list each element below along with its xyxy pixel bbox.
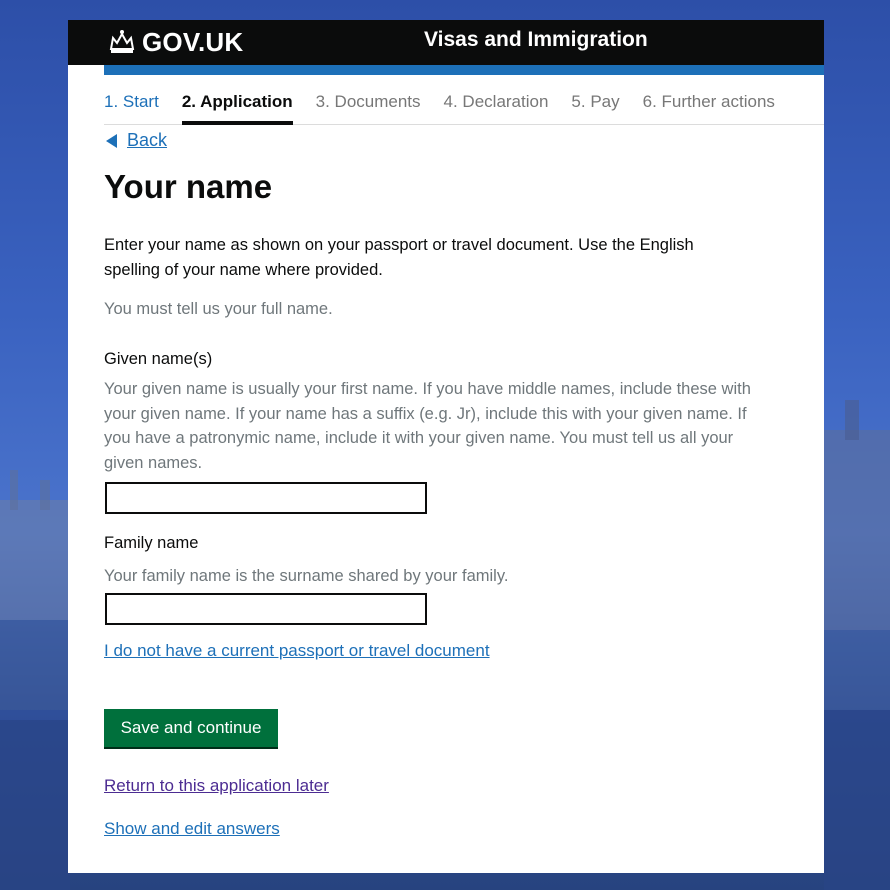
return-later-link[interactable]: Return to this application later [104,776,329,795]
step-navigation [104,92,824,125]
given-name-input[interactable] [105,482,427,514]
family-name-hint: Your family name is the surname shared by your family. [104,567,509,585]
step-documents: 3. Documents [315,92,421,111]
service-name[interactable]: Visas and Immigration [424,28,648,51]
back-arrow-icon[interactable] [106,134,117,148]
back-link-container[interactable] [106,130,167,151]
govuk-logo[interactable] [108,26,243,58]
family-name-input[interactable] [105,593,427,625]
given-name-label: Given name(s) [104,350,213,368]
no-passport-link[interactable]: I do not have a current passport or travel document [104,641,490,660]
step-start[interactable]: 1. Start [104,92,159,111]
application-panel [68,20,824,873]
family-name-label: Family name [104,534,199,552]
page-title: Your name [104,168,273,205]
must-tell-hint: You must tell us your full name. [104,300,333,318]
step-declaration: 4. Declaration [443,92,549,111]
step-pay: 5. Pay [571,92,620,111]
back-link[interactable]: Back [127,130,168,150]
intro-text: Enter your name as shown on your passport or travel document. Use the English spelling of your name where provided. [104,236,694,279]
crown-icon [108,29,136,55]
step-further-actions: 6. Further actions [642,92,775,111]
govuk-header [68,20,824,65]
logo-text: GOV.UK [142,26,244,57]
show-edit-answers-link[interactable]: Show and edit answers [104,819,280,838]
save-and-continue-button[interactable]: Save and continue [104,709,278,747]
header-blue-bar [104,65,824,75]
given-name-hint: Your given name is usually your first name. If you have middle names, include these with your given name. If your name has a suffix (e.g. Jr), include this with your given name. If you have a patronymic name, include it with your given name. You must tell us all your given names. [104,380,751,472]
step-application: 2. Application [182,92,293,123]
